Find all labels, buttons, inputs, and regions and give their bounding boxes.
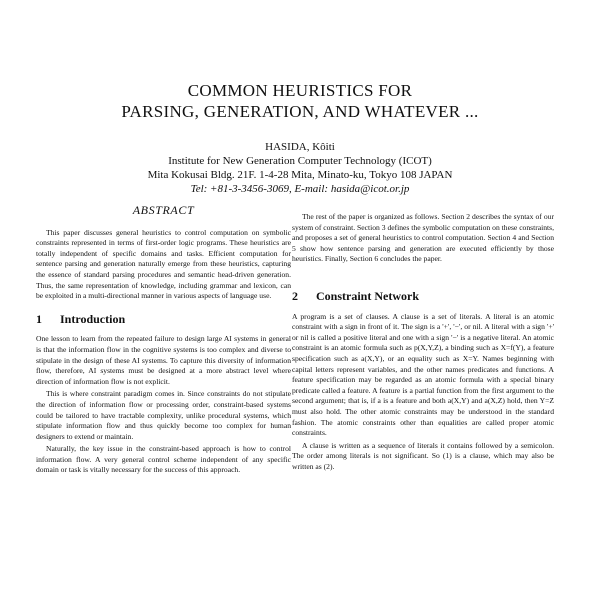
section-2-paragraph-1: A program is a set of clauses. A clause is a set of literals. A literal is an atomic constraint with a sign in front of it. The sign is a '+', '−', or nil. A literal with a sign '+' or nil is called a positive literal and one with a sign '−' is a negative literal. An atomic constraint is an atomic formula such as p(X,Y,Z), a binding such as X=f(Y), a feature specification such as a(X,Y), or an equality such as X=Y. Names beginning with capital letters represent variables, and the other names predicates and functions. A feature specification may be regarded as an atomic formula with a special binary predicate called a feature. A feature is a partial function from the first argument to the second argument; that is, if a is a feature and both a(X,Y) and a(X,Z) hold, then Y=Z must also hold. The other atomic constraints may be understood in the standard fashion. The atomic constraints other than equalities are called proper atomic constraints. <box>292 311 554 438</box>
section-1-heading <box>36 311 291 326</box>
author-institution: Institute for New Generation Computer Technology (ICOT) <box>168 155 432 167</box>
abstract-text: This paper discusses general heuristics to control computation on symbolic constraints represented in terms of first-order logic programs. These heuristics are totally independent of specific domains and tasks. Efficient computation for sentence parsing and generation naturally emerge from these heuristics, capturing the essence of standard parsing procedures and semantic head-driven generation. Thus, the same representation of knowledge, including grammar and lexicon, can be exploited in a multi-directional manner in various aspects of language use. <box>36 227 291 301</box>
right-column <box>292 212 554 474</box>
section-1-title: Introduction <box>60 311 126 326</box>
title-line-2: PARSING, GENERATION, AND WHATEVER ... <box>121 102 479 121</box>
author-contact: Tel: +81-3-3456-3069, E-mail: hasida@icot.or.jp <box>190 183 410 195</box>
abstract-heading: ABSTRACT <box>132 203 195 217</box>
left-column <box>36 205 291 478</box>
section-2-paragraph-2: A clause is written as a sequence of literals it contains followed by a semicolon. The order among literals is not significant. So (1) is a clause, which may also be written as (2). <box>292 440 554 471</box>
section-1-number: 1 <box>36 311 42 326</box>
section-2-title: Constraint Network <box>316 288 419 303</box>
abstract-body <box>36 228 291 302</box>
title-line-1: COMMON HEURISTICS FOR <box>187 81 413 100</box>
section-2-heading <box>292 288 554 303</box>
organization-paragraph: The rest of the paper is organized as follows. Section 2 describes the syntax of our system of constraint. Section 3 defines the symbolic computation on these constraints, and proposes a set of general heuristics to control computation. Section 4 and Section 5 show how sentence parsing and generation are executed efficiently by those heuristics. Finally, Section 6 concludes the paper. <box>292 212 554 264</box>
section-1-paragraph-3: Naturally, the key issue in the constraint-based approach is how to control information flow. A very general control scheme independent of any specific domain or task is vitally necessary for the success of this approach. <box>36 444 291 475</box>
section-2-number: 2 <box>292 288 298 303</box>
section-1-paragraph-2: This is where constraint paradigm comes in. Since constraints do not stipulate the direction of information flow or processing order, constraint-based systems could be tailored to have tractable complexity, unlike procedural systems, which stipulate information flow and thus quickly become too complex for human designers to extend or maintain. <box>36 389 291 441</box>
author-block <box>0 140 600 196</box>
paper-title <box>0 80 600 122</box>
author-name: HASIDA, Kôiti <box>265 141 335 153</box>
section-1-paragraph-1: One lesson to learn from the repeated failure to design large AI systems in general is that the information flow in the cognitive systems is too complex and diverse to stipulate in the design of these AI systems. To capture this diversity of information flow, therefore, AI systems must be designed at a more abstract level where direction of information flow is not explicit. <box>36 334 291 386</box>
author-address: Mita Kokusai Bldg. 21F. 1-4-28 Mita, Minato-ku, Tokyo 108 JAPAN <box>147 169 453 181</box>
